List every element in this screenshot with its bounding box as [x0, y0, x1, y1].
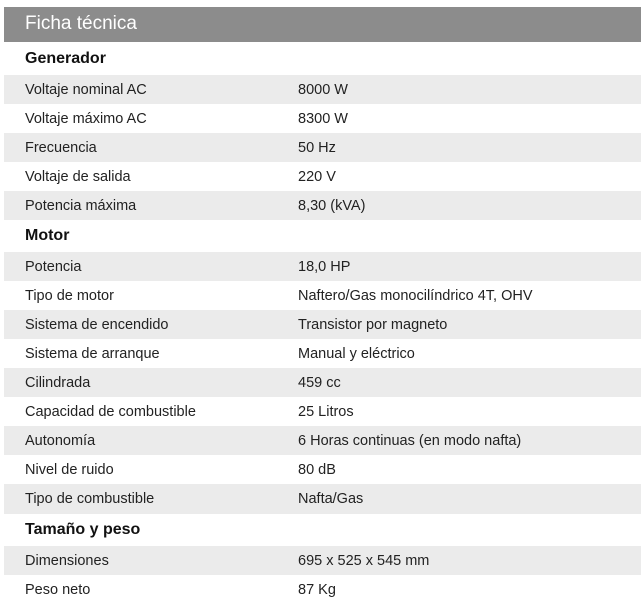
spec-row [4, 397, 641, 426]
spec-label: Sistema de encendido [25, 316, 169, 333]
spec-row [4, 426, 641, 455]
spec-value: 80 dB [298, 461, 336, 478]
spec-row [4, 546, 641, 575]
spec-label: Autonomía [25, 432, 96, 449]
spec-value: 695 x 525 x 545 mm [298, 552, 430, 569]
spec-row [4, 191, 641, 220]
spec-label: Peso neto [25, 581, 91, 598]
section-heading: Motor [25, 227, 70, 244]
spec-value: Manual y eléctrico [298, 345, 415, 362]
spec-label: Nivel de ruido [25, 461, 114, 478]
section-generador [4, 45, 641, 73]
spec-row [4, 310, 641, 339]
spec-value: 8300 W [298, 110, 348, 127]
title-bar [4, 7, 641, 42]
spec-label: Voltaje nominal AC [25, 81, 147, 98]
spec-value: 220 V [298, 168, 336, 185]
spec-label: Dimensiones [25, 552, 109, 569]
spec-value: 25 Litros [298, 403, 354, 420]
spec-row [4, 252, 641, 281]
spec-row [4, 104, 641, 133]
spec-value: Naftero/Gas monocilíndrico 4T, OHV [298, 287, 533, 304]
spec-label: Voltaje máximo AC [25, 110, 147, 127]
section-heading: Tamaño y peso [25, 521, 141, 538]
spec-row [4, 368, 641, 397]
spec-label: Voltaje de salida [25, 168, 131, 185]
section-heading: Generador [25, 50, 106, 67]
spec-label: Tipo de motor [25, 287, 114, 304]
spec-row [4, 162, 641, 191]
spec-value: 6 Horas continuas (en modo nafta) [298, 432, 522, 449]
spec-row [4, 75, 641, 104]
spec-value: 459 cc [298, 374, 341, 391]
spec-row [4, 133, 641, 162]
spec-label: Potencia máxima [25, 197, 137, 214]
section-motor [4, 222, 641, 250]
spec-label: Sistema de arranque [25, 345, 160, 362]
spec-label: Frecuencia [25, 139, 97, 156]
spec-row [4, 484, 641, 514]
spec-value: Nafta/Gas [298, 491, 364, 507]
spec-label: Cilindrada [25, 374, 91, 391]
spec-value: 8,30 (kVA) [298, 197, 366, 214]
spec-value: 18,0 HP [298, 258, 351, 275]
spec-label: Capacidad de combustible [25, 403, 196, 420]
spec-value: 87 Kg [298, 581, 336, 598]
spec-value: 50 Hz [298, 139, 336, 156]
spec-label: Potencia [25, 258, 82, 275]
page-title: Ficha técnica [25, 13, 137, 34]
spec-row [4, 281, 641, 310]
section-tamano-peso [4, 516, 641, 544]
spec-label: Tipo de combustible [25, 491, 155, 507]
spec-row [4, 575, 641, 604]
spec-row [4, 455, 641, 484]
spec-value: 8000 W [298, 81, 348, 98]
spec-value: Transistor por magneto [298, 316, 448, 333]
spec-row [4, 339, 641, 368]
